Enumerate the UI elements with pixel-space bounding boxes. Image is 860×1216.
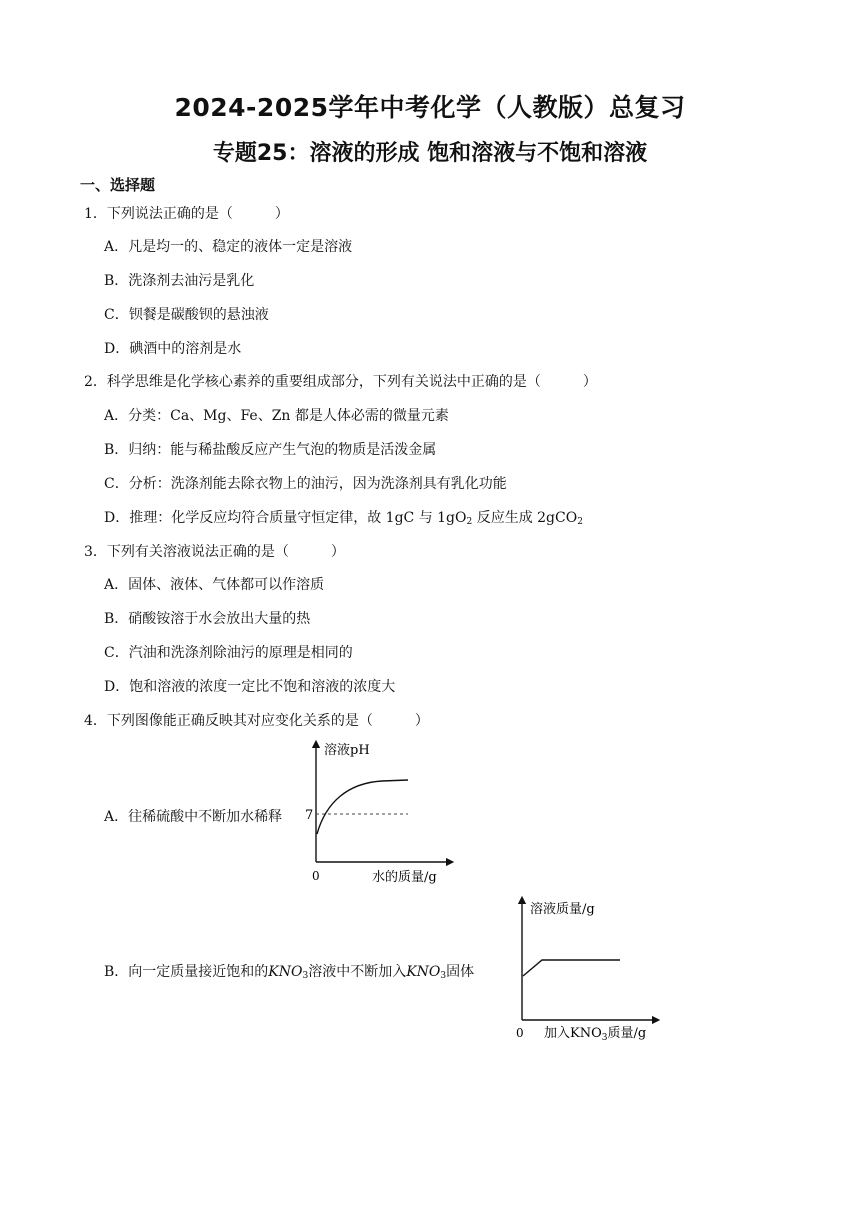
question-3-option-d: D．饱和溶液的浓度一定比不饱和溶液的浓度大 [104, 679, 396, 695]
question-4-option-b-text: B．向一定质量接近饱和的 [104, 964, 269, 980]
document-subtitle: 专题25：溶液的形成 饱和溶液与不饱和溶液 [212, 141, 648, 166]
question-3-option-a: A．固体、液体、气体都可以作溶质 [104, 577, 325, 593]
graph-b-xlabel [544, 1025, 646, 1043]
question-2-option-d [104, 507, 583, 527]
question-4-stem: 4．下列图像能正确反映其对应变化关系的是（ ） [84, 713, 429, 729]
graph-a-ref-tick: 7 [305, 808, 314, 823]
question-3-stem: 3．下列有关溶液说法正确的是（ ） [84, 544, 345, 560]
graph-b-xlabel-post: 质量/g [607, 1026, 647, 1041]
question-2-option-d-text: D．推理：化学反应均符合质量守恒定律，故 1gC 与 1gO [104, 510, 467, 526]
graph-b-xlabel-pre: 加入KNO [544, 1026, 602, 1041]
subscript: 2 [577, 517, 583, 527]
subscript: 3 [302, 971, 309, 981]
question-3-option-b: B．硝酸铵溶于水会放出大量的热 [104, 611, 311, 627]
graph-a-ylabel: 溶液pH [324, 743, 370, 758]
chem-formula: KNO [268, 964, 303, 980]
question-2-stem: 2．科学思维是化学核心素养的重要组成部分，下列有关说法中正确的是（ ） [84, 374, 597, 390]
graph-b-line [523, 960, 620, 976]
graph-a-origin: 0 [312, 869, 320, 883]
question-1-option-d: D．碘酒中的溶剂是水 [104, 341, 242, 357]
question-2-option-b: B．归纳：能与稀盐酸反应产生气泡的物质是活泼金属 [104, 442, 437, 458]
question-4-option-a: A．往稀硫酸中不断加水稀释 [104, 809, 283, 825]
question-2-option-d-text-2: 反应生成 2gCO [472, 510, 578, 526]
graph-b-origin: 0 [516, 1026, 524, 1040]
question-4-option-b [104, 961, 474, 981]
question-4-option-b-text-3: 固体 [446, 964, 475, 980]
subscript: 3 [440, 971, 447, 981]
question-4-option-b-text-2: 溶液中不断加入 [308, 964, 407, 980]
question-1-option-c: C．钡餐是碳酸钡的悬浊液 [104, 307, 269, 323]
graph-b [506, 894, 662, 1044]
question-2-option-a: A．分类：Ca、Mg、Fe、Zn 都是人体必需的微量元素 [104, 408, 449, 424]
question-2-option-c: C．分析：洗涤剂能去除衣物上的油污，因为洗涤剂具有乳化功能 [104, 476, 507, 492]
question-1-option-a: A．凡是均一的、稳定的液体一定是溶液 [104, 239, 353, 255]
chem-formula: KNO [406, 964, 441, 980]
question-1-stem: 1．下列说法正确的是（ ） [84, 206, 289, 222]
document-title: 2024-2025学年中考化学（人教版）总复习 [174, 93, 686, 122]
graph-a-xlabel: 水的质量/g [372, 870, 437, 885]
graph-b-xlabel-sub: 3 [601, 1033, 608, 1043]
question-1-option-b: B．洗涤剂去油污是乳化 [104, 273, 255, 289]
section-heading: 一、选择题 [80, 176, 156, 194]
graph-a-curve [317, 780, 408, 834]
subscript: 2 [466, 517, 473, 527]
question-3-option-c: C．汽油和洗涤剂除油污的原理是相同的 [104, 645, 353, 661]
graph-b-ylabel: 溶液质量/g [530, 902, 595, 917]
graph-a [300, 738, 460, 888]
